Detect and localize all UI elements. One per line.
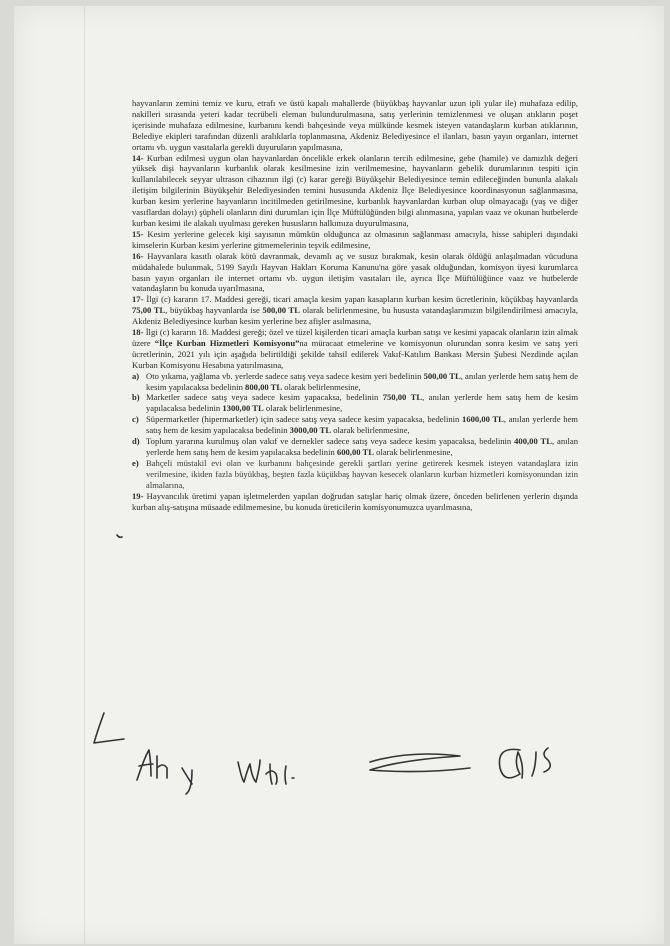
fee-value: 400,00 TL — [514, 436, 552, 447]
fee-value: 600,00 TL — [336, 447, 374, 457]
paragraph-17 — [132, 294, 578, 327]
list-item-text-part: olarak belirlenmesine, — [331, 425, 410, 436]
paragraph-15-text: Kesim yerlerine gelecek kişi sayısının mümkün olduğunca az olmasının sağlanması amacıyla, hisse sahipleri dışındaki kimselerin Kurban kesim yerlerine gitmemelerinin teşvik edilmesine, — [132, 228, 578, 250]
fee-large-livestock: 500,00 TL — [262, 305, 300, 316]
paragraph-17-text-3: olarak belirlenmesine, bu hususta vatandaşlarımızın bilgilendirilmesi amacıyla, Akdeniz Belediyesince kurban kesim yerlerine bez afişler asılmasına, — [132, 305, 578, 327]
list-item-text — [146, 414, 578, 436]
paragraph-17-text-2: , büyükbaş hayvanlarda ise — [165, 305, 263, 316]
paragraph-17-text: İlgi (c) kararın 17. Maddesi gereği, ticari amaçla kesim yapan kasapların kurban kesim ücretlerinin, küçükbaş hayvanlarda — [143, 294, 578, 305]
fee-value: 3000,00 TL — [289, 425, 332, 436]
list-item-text-part: Süpermarketler (hipermarketler) için sadece satış veya sadece kesim yapacaksa, bedelinin — [146, 414, 463, 425]
page-fold-line — [84, 6, 85, 944]
paragraph-18 — [132, 327, 578, 371]
list-item-text-part: Oto yıkama, yağlama vb. yerlerde sadece satış veya sadece kesim yeri bedelinin — [146, 370, 424, 381]
paragraph-14-text: Kurban edilmesi uygun olan hayvanlardan öncelikle erkek olanların tercih edilmesine, gebe (hamile) ve damızlık değeri yüksek dişi hayvanların kurbanlık olarak kesilmesine izin verilmemesine, hayvanların gebelik durumlarının tespiti için kullanılabilecek seyyar ultrason cihazının ilgi (c) karar gereği Büyükşehir Belediyesince temin edileceğinden bununla alakalı iletişim bilgilerinin Büyükşehir Belediyesinden temini hususunda Akdeniz İlçe Belediyesince koordinasyonun sağlanmasına, kurban kesim yerlerine hayvanların incitilmeden getirilmesine, kurbanlık hayvanlardan kurban olup olmayacağı (yaş ve diğer vasıflardan dolayı) şüpheli olanların dini durumları için İlçe Müftülüğünden bilgi alınmasına, yapılan vaaz ve okunan hutbelerde kurban kesimi ile alakalı uyulması gereken hususların halkımıza duyurulmasına, — [132, 152, 578, 228]
paragraph-17-number: 17- — [132, 294, 144, 305]
list-item-text-part: , anılan yerlerde hem satış hem de kesim yapılacaksa bedelinin — [146, 392, 579, 414]
paragraph-intro-text: hayvanların zemini temiz ve kuru, etrafı ve üstü kapalı mahallerde (büyükbaş hayvanlar uzun ipli yular ile) muhafaza edilip, nakilleri sırasında yeteri kadar tecrübeli eleman bulundurulmasına, satış yerlerinin temizlenmesi ve oluşan atıkların poşet içerisinde muhafaza edilmesine, kurbanını kendi bahçesinde veya mülkünde kesmek isteyen vatandaşların kurban atıklarının, Belediye ekipleri tarafından düzenli aralıklarla toplanmasına, Akdeniz Belediyesince el ilanları, basın yayın organları, internet ortamı vb. uygun vasıtalarla gerekli duyuruların yapılmasına, — [132, 98, 578, 152]
list-item-text — [146, 371, 578, 393]
paragraph-16-number: 16- — [132, 250, 144, 261]
list-item-text-part: olarak belirlenmesine, — [282, 381, 361, 392]
paragraph-16 — [132, 251, 578, 295]
paragraph-14 — [132, 153, 578, 229]
list-item-marker: a) — [132, 370, 140, 381]
list-item-text — [146, 436, 578, 458]
list-item-text-part: olarak belirlenmesine, — [374, 447, 453, 457]
paragraph-18-text: İlgi (c) kararın 18. Maddesi gereği; özel ve tüzel kişilerden ticari amaçla kurban satışı ve kesimi yapacak olanların izin almak üzere — [132, 327, 578, 348]
fee-value: 800,00 TL — [245, 381, 283, 392]
paragraph-14-number: 14- — [132, 152, 144, 163]
fee-value: 500,00 TL — [423, 370, 461, 381]
list-item-text-part: , anılan yerlerde hem satış hem de kesim yapılacaksa bedelinin — [146, 414, 578, 436]
list-item-text: Bahçeli müstakil evi olan ve kurbanını bahçesinde gerekli şartları yerine getirerek kesmek isteyen vatandaşlara izin verilmesine, ikiden fazla büyükbaş, beşten fazla küçükbaş hayvan kesecek olanların kurban hizmetleri komisyonundan izin almalarına, — [146, 457, 578, 490]
paragraph-15 — [132, 229, 578, 251]
paragraph-19 — [132, 491, 578, 513]
fee-value: 1300,00 TL — [222, 403, 264, 414]
list-item-marker: e) — [132, 457, 139, 468]
list-item-marker: d) — [132, 436, 140, 447]
list-item-text — [146, 392, 578, 414]
list-item-marker: c) — [132, 414, 139, 425]
list-item — [132, 414, 578, 436]
paragraph-16-text: Hayvanlara kasıtlı olarak kötü davranmak, devamlı aç ve susuz bırakmak, kesin olarak öldüğü anlaşılmadan vücuduna müdahalede bulunmak, 5199 Sayılı Hayvan Hakları Koruma Kanunu'na göre yasak olduğundan, komisyon üyesi kurumlarca basın yayın organları ile internet ortamı vb. uygun iletişim vasıtaları ile, ayrıca İlçe Müftülüğünce vaaz ve hutbelerde vatandaşların bu konuda uyarılmasına, — [132, 250, 578, 294]
fee-small-livestock: 75,00 TL — [132, 305, 166, 316]
paragraph-19-number: 19- — [132, 490, 144, 501]
list-item-text-part: Marketler sadece satış veya sadece kesim yapacaksa, bedelinin — [146, 392, 383, 403]
list-item-text-part: olarak belirlenmesine, — [263, 403, 343, 414]
fee-value: 1600,00 TL — [462, 414, 504, 425]
list-item-text-part: Toplum yararına kurulmuş olan vakıf ve dernekler sadece satış veya sadece kesim yapacaksa, bedelinin — [146, 436, 515, 447]
paragraph-15-number: 15- — [132, 228, 144, 239]
list-item — [132, 436, 578, 458]
paragraph-18-number: 18- — [132, 327, 144, 338]
commission-name: “İlçe Kurban Hizmetleri Komisyonu” — [154, 337, 300, 348]
document-body — [132, 98, 578, 512]
paragraph-18-text-2: na müracaat etmelerine ve komisyonun olurundan sonra kesim ve satış yeri ücretlerinin, 2021 yılı için aşağıda belirtildiği şekilde tahsil edilerek Vakıf-Katılım Bankası Mersin Şubesi Nezdinde açılan Kurban Komisyonu Hesabına yatırılmasına, — [132, 337, 578, 370]
paragraph-intro — [132, 98, 578, 153]
list-item — [132, 392, 578, 414]
list-item-e — [132, 458, 578, 491]
list-item-text-part: , anılan yerlerde hem satış hem de kesim yapılacaksa bedelinin — [146, 370, 579, 392]
list-item-marker: b) — [132, 392, 140, 403]
paragraph-19-text: Hayvancılık üretimi yapan işletmelerden yapılan doğrudan satışlar hariç olmak üzere, önceden belirlenen yerlerin dışında kurban alış-satışına müsaade edilmemesine, bu konuda üreticilerin komisyonumuzca uyarılmasına, — [132, 490, 578, 512]
fee-value: 750,00 TL — [382, 392, 423, 403]
list-item — [132, 371, 578, 393]
list-item-text-part: , anılan yerlerde hem satış hem de kesim yapılacaksa bedelinin — [146, 436, 578, 457]
